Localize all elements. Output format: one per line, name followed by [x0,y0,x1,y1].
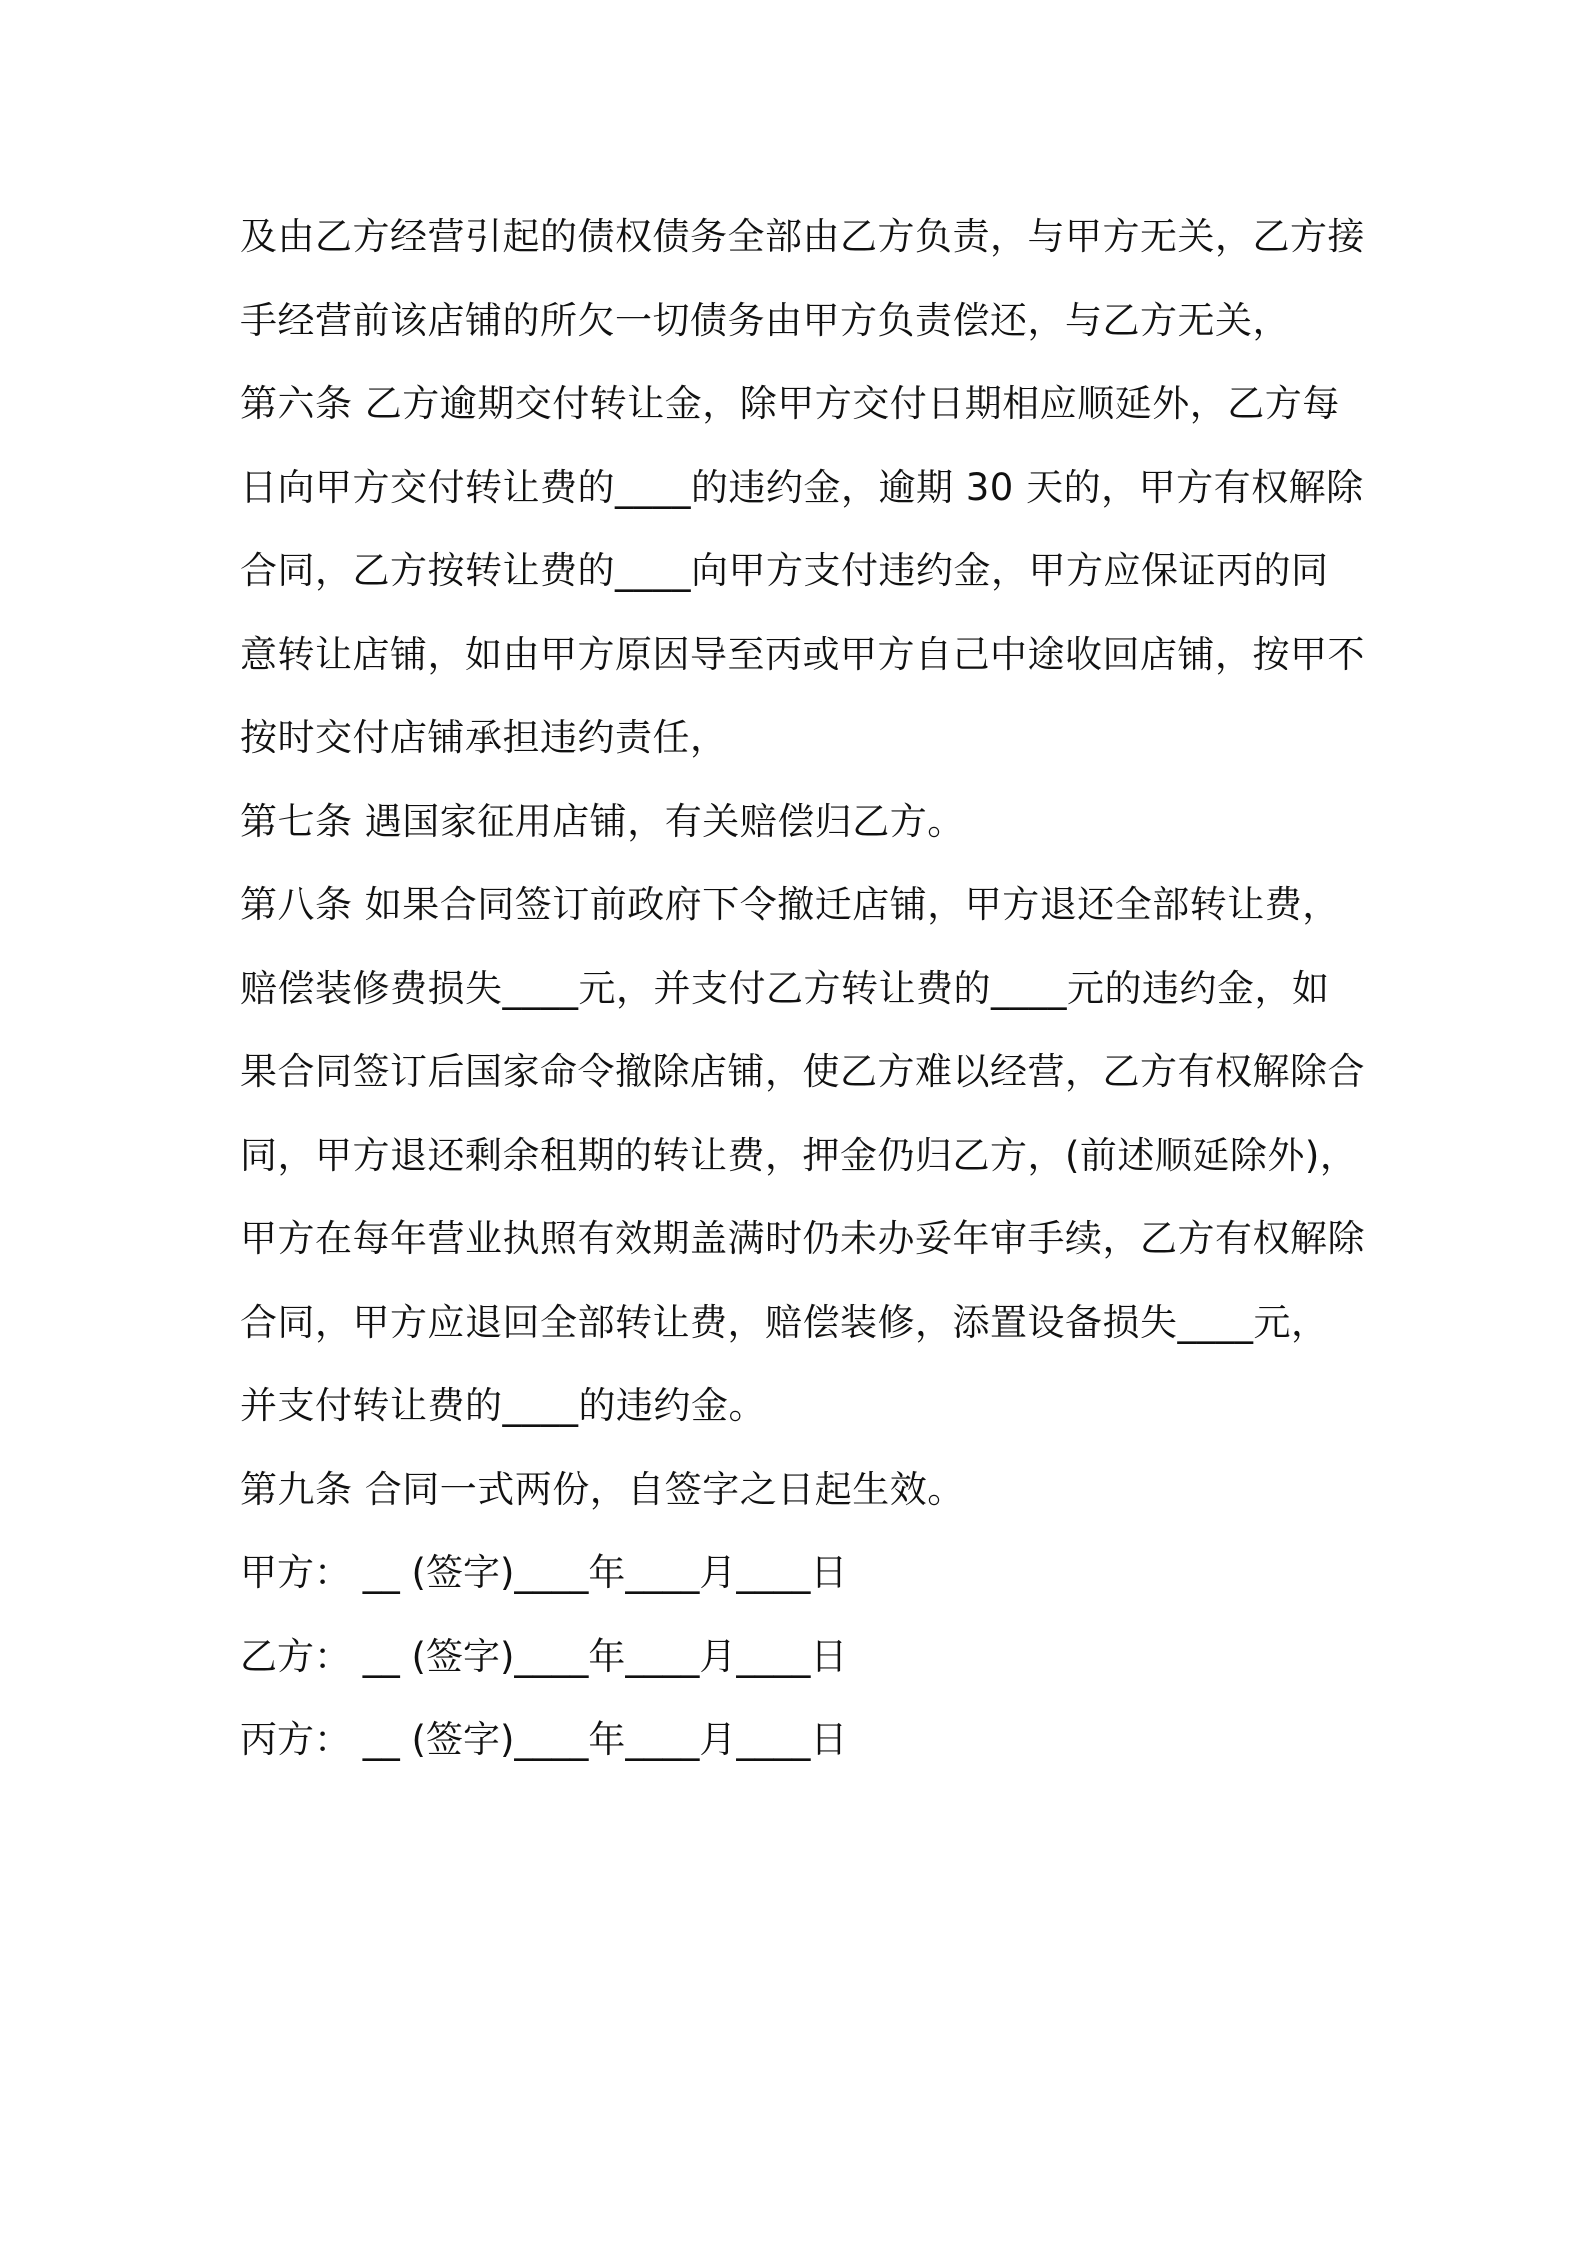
body-line: 甲方在每年营业执照有效期盖满时仍未办妥年审手续，乙方有权解除 [240,1217,1365,1260]
body-line: 及由乙方经营引起的债权债务全部由乙方负责，与甲方无关，乙方接 [240,215,1365,258]
party-c-signature-line: 丙方： __ (签字)____年____月____日 [240,1718,848,1761]
body-line: 按时交付店铺承担违约责任， [240,716,728,759]
body-line: 同，甲方退还剩余租期的转让费，押金仍归乙方，(前述顺延除外)， [240,1133,1358,1177]
body-line: 果合同签订后国家命令撤除店铺，使乙方难以经营，乙方有权解除合 [240,1050,1365,1093]
article-7-line: 第七条 遇国家征用店铺，有关赔偿归乙方。 [240,799,965,843]
body-line: 日向甲方交付转让费的____的违约金，逾期 30 天的，甲方有权解除 [240,465,1364,509]
body-line: 并支付转让费的____的违约金。 [240,1384,766,1427]
body-line: 赔偿装修费损失____元，并支付乙方转让费的____元的违约金，如 [240,966,1330,1010]
article-6-line: 第六条 乙方逾期交付转让金，除甲方交付日期相应顺延外，乙方每 [240,382,1340,425]
party-a-signature-line: 甲方： __ (签字)____年____月____日 [240,1551,848,1594]
article-8-line: 第八条 如果合同签订前政府下令撤迁店铺，甲方退还全部转让费， [240,883,1340,926]
body-line: 意转让店铺，如由甲方原因导至丙或甲方自己中途收回店铺，按甲不 [240,632,1365,676]
body-line: 合同，乙方按转让费的____向甲方支付违约金，甲方应保证丙的同 [240,549,1329,592]
body-line: 合同，甲方应退回全部转让费，赔偿装修，添置设备损失____元， [240,1300,1329,1344]
party-b-signature-line: 乙方： __ (签字)____年____月____日 [240,1634,848,1678]
body-line: 手经营前该店铺的所欠一切债务由甲方负责偿还，与乙方无关， [240,298,1290,342]
document-body [240,195,1365,1782]
article-9-line: 第九条 合同一式两份，自签字之日起生效。 [240,1467,965,1511]
